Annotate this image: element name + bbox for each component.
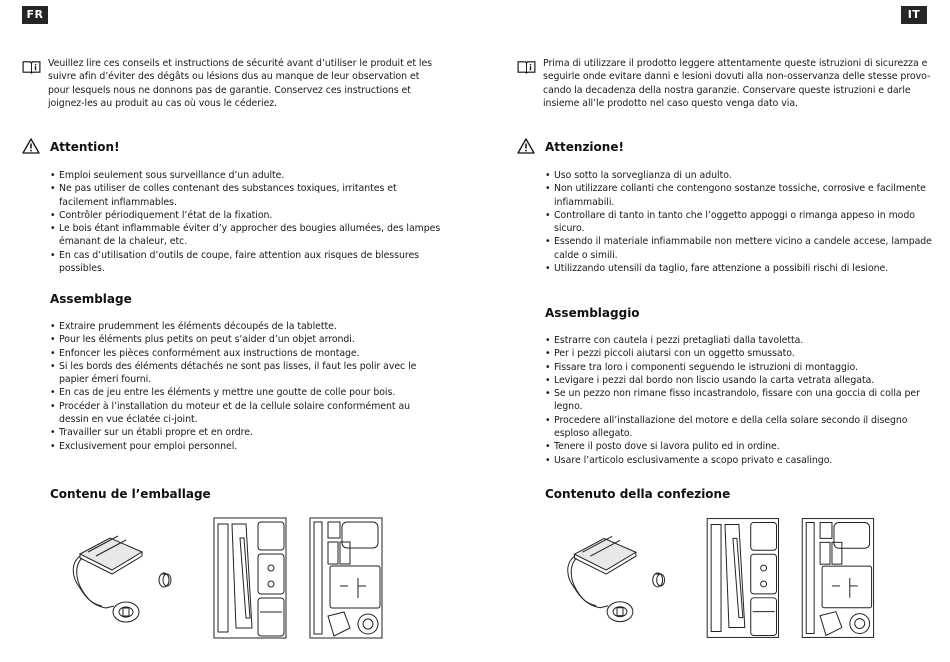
list-item: • Utilizzando utensili da taglio, fare attenzione a possibili rischi di lesione. [545, 262, 933, 275]
list-item: • Controllare di tanto in tanto che l’oggetto appoggi o rimanga appeso in modo sicuro. [545, 209, 933, 236]
attention-list [50, 169, 442, 275]
list-item: • En cas d’utilisation d’outils de coupe, faire attention aux risques de blessures possibles. [50, 249, 442, 276]
list-item: • Essendo il materiale infiammabile non mettere vicino a candele accese, lampade calde o simili. [545, 235, 933, 262]
intro-block [22, 57, 442, 110]
list-item: • Travailler sur un établi propre et en ordre. [50, 426, 442, 439]
solar-panel-illustration [568, 536, 636, 607]
pulley-illustration [159, 573, 171, 587]
intro-text: Veuillez lire ces conseils et instructions de sécurité avant d’utiliser le produit et les suivre afin d’éviter des dégâts ou lésions dus au manque de leur observation et pour lesquels nous ne donnons pas de garantie. Conservez ces instructions et joignez-les au produit au cas où vous le céderiez. [48, 58, 433, 109]
open-book-info-icon [517, 60, 536, 74]
warning-triangle-icon [22, 138, 40, 154]
assembly-heading: Assemblage [50, 292, 132, 306]
list-item: • Uso sotto la sorveglianza di un adulto. [545, 169, 933, 182]
package-contents-illustration [517, 508, 933, 648]
attention-heading: Attention! [50, 140, 120, 154]
list-item: • Se un pezzo non rimane fisso incastrandolo, fissare con una goccia di colla per legno. [545, 387, 933, 414]
attention-heading: Attenzione! [545, 140, 624, 154]
attention-list [545, 169, 933, 275]
list-item: • Le bois étant inflammable éviter d’y approcher des bougies allumées, des lampes émanant de la chaleur, etc. [50, 222, 442, 249]
list-item: • Non utilizzare collanti che contengono sostanze tossiche, corrosive e facilmente infiammabili. [545, 182, 933, 209]
list-item: • Contrôler périodiquement l’état de la fixation. [50, 209, 442, 222]
list-item: • En cas de jeu entre les éléments y mettre une goutte de colle pour bois. [50, 386, 442, 399]
list-item: • Levigare i pezzi dal bordo non liscio usando la carta vetrata allegata. [545, 374, 933, 387]
list-item: • Extraire prudemment les éléments découpés de la tablette. [50, 320, 442, 333]
wooden-sheet-illustration [214, 518, 286, 638]
wooden-sheet-illustration [802, 519, 873, 638]
intro-text: Prima di utilizzare il prodotto leggere attentamente queste istruzioni di sicurezza e seguirle onde evitare danni e lesioni dovuti alla non-osservanza delle stesse provo-cando la decadenza della nostra garanzie. Conservare queste istruzioni e darle insieme all’le prodotto nel caso questo venga dato via. [543, 58, 931, 109]
wooden-sheet-illustration [707, 519, 778, 638]
list-item: • Per i pezzi piccoli aiutarsi con un oggetto smussato. [545, 347, 933, 360]
pulley-illustration [653, 573, 665, 587]
contents-heading: Contenuto della confezione [545, 487, 731, 501]
list-item: • Procedere all’installazione del motore e della cella solare secondo il disegno esploso allegato. [545, 414, 933, 441]
intro-block [517, 57, 933, 110]
assembly-list [50, 320, 442, 453]
list-item: • Exclusivement pour emploi personnel. [50, 440, 442, 453]
motor-illustration [600, 602, 633, 622]
motor-illustration [106, 602, 139, 622]
list-item: • Estrarre con cautela i pezzi pretagliati dalla tavoletta. [545, 334, 933, 347]
open-book-info-icon [22, 60, 41, 74]
list-item: • Tenere il posto dove si lavora pulito ed in ordine. [545, 440, 933, 453]
assembly-heading: Assemblaggio [545, 306, 640, 320]
package-contents-illustration [22, 508, 442, 648]
list-item: • Emploi seulement sous surveillance d’un adulte. [50, 169, 442, 182]
list-item: • Ne pas utiliser de colles contenant des substances toxiques, irritantes et facilement inflammables. [50, 182, 442, 209]
list-item: • Enfoncer les pièces conformément aux instructions de montage. [50, 347, 442, 360]
wooden-sheet-illustration [310, 518, 382, 638]
solar-panel-illustration [73, 536, 142, 608]
contents-heading: Contenu de l’emballage [50, 487, 211, 501]
assembly-list [545, 334, 933, 467]
list-item: • Fissare tra loro i componenti seguendo le istruzioni di montaggio. [545, 361, 933, 374]
list-item: • Si les bords des éléments détachés ne sont pas lisses, il faut les polir avec le papier émeri fourni. [50, 360, 442, 387]
language-tab-fr: FR [22, 6, 48, 24]
language-tab-it: IT [901, 6, 927, 24]
list-item: • Usare l’articolo esclusivamente a scopo privato e casalingo. [545, 454, 933, 467]
warning-triangle-icon [517, 138, 535, 154]
list-item: • Pour les éléments plus petits on peut s’aider d’un objet arrondi. [50, 333, 442, 346]
list-item: • Procéder à l’installation du moteur et de la cellule solaire conformément au dessin en vue éclatée ci-joint. [50, 400, 442, 427]
